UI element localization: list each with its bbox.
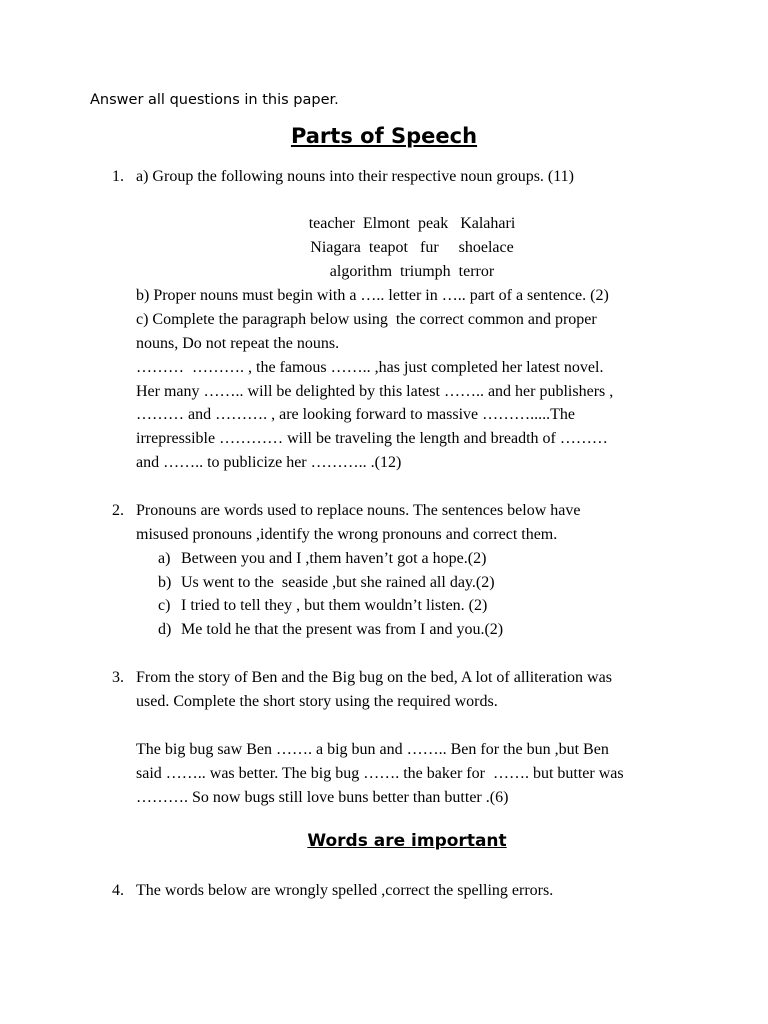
word-row: teacher Elmont peak Kalahari: [308, 215, 516, 232]
question-3-intro-line: used. Complete the short story using the required words.: [136, 693, 498, 710]
story-line: ………. So now bugs still love buns better than butter .(6): [136, 789, 509, 806]
story-line: said …….. was better. The big bug ……. the baker for ……. but butter was: [136, 765, 624, 782]
question-1a-text: a) Group the following nouns into their respective noun groups. (11): [136, 168, 574, 185]
question-number: 2.: [112, 502, 124, 519]
question-2-intro-line: misused pronouns ,identify the wrong pronouns and correct them.: [136, 526, 558, 543]
paragraph-line: ……… and ………. , are looking forward to massive ……….....The: [136, 406, 576, 423]
section-subtitle: Words are important: [307, 831, 507, 851]
story-line: The big bug saw Ben ……. a big bun and …….. Ben for the bun ,but Ben: [136, 741, 609, 758]
question-1b-text: b) Proper nouns must begin with a ….. letter in ….. part of a sentence. (2): [136, 287, 609, 304]
item-text: Us went to the seaside ,but she rained all day.(2): [181, 574, 495, 591]
item-label: a): [158, 550, 171, 567]
item-text: Me told he that the present was from I and you.(2): [181, 621, 504, 638]
paragraph-line: nouns, Do not repeat the nouns.: [136, 335, 340, 352]
paragraph-line: c) Complete the paragraph below using the correct common and proper: [136, 311, 597, 328]
item-text: Between you and I ,them haven’t got a hope.(2): [181, 550, 487, 567]
paragraph-line: and …….. to publicize her ……….. .(12): [136, 454, 402, 471]
item-label: b): [158, 574, 172, 591]
instruction-text: Answer all questions in this paper.: [90, 92, 339, 108]
item-text: I tried to tell they , but them wouldn’t listen. (2): [181, 597, 488, 614]
paragraph-line: irrepressible ………… will be traveling the length and breadth of ………: [136, 430, 608, 447]
question-4-text: The words below are wrongly spelled ,correct the spelling errors.: [136, 882, 554, 899]
question-3-intro-line: From the story of Ben and the Big bug on the bed, A lot of alliteration was: [136, 669, 612, 686]
question-2-intro-line: Pronouns are words used to replace nouns. The sentences below have: [136, 502, 581, 519]
paragraph-line: Her many …….. will be delighted by this latest …….. and her publishers ,: [136, 383, 614, 400]
question-number: 1.: [112, 168, 124, 185]
item-label: c): [158, 597, 171, 614]
question-number: 3.: [112, 669, 124, 686]
word-row: algorithm triumph terror: [329, 263, 495, 280]
paragraph-line: ……… ………. , the famous …….. ,has just completed her latest novel.: [136, 359, 604, 376]
word-row: Niagara teapot fur shoelace: [310, 239, 514, 256]
page-title: Parts of Speech: [290, 124, 478, 148]
question-number: 4.: [112, 882, 124, 899]
item-label: d): [158, 621, 172, 638]
